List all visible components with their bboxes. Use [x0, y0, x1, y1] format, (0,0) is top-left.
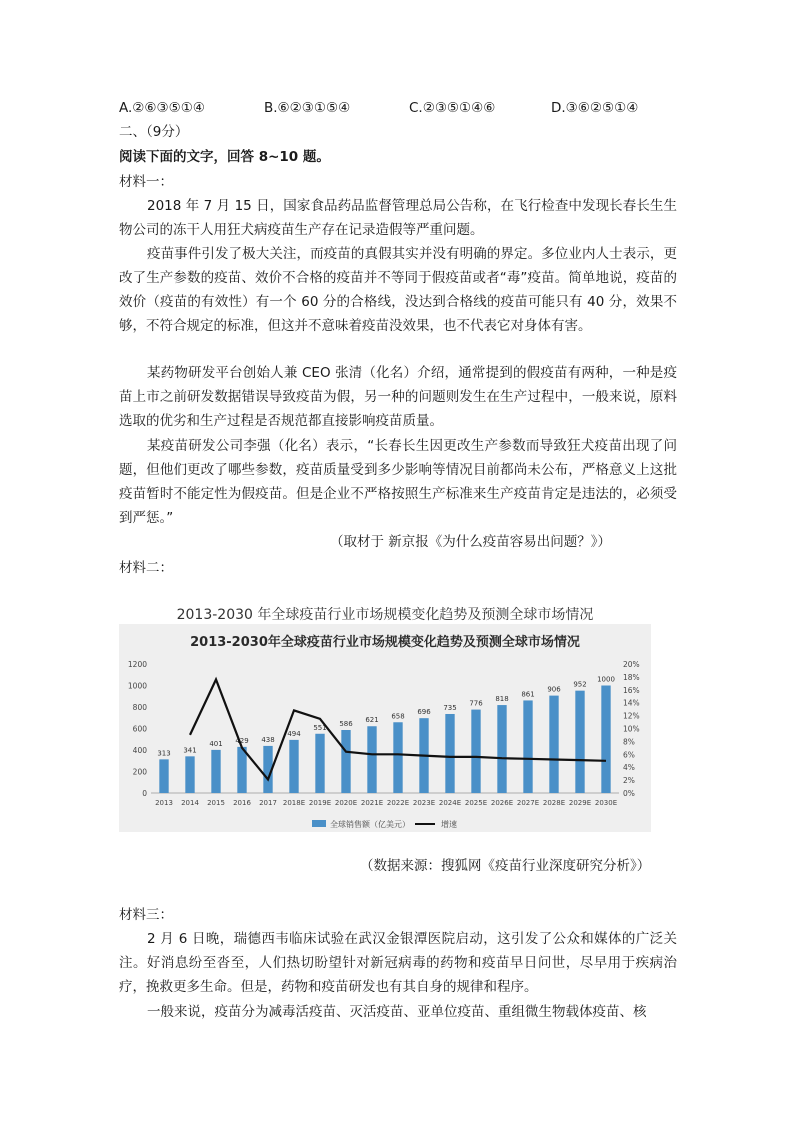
y-right-tick-label: 6%: [623, 750, 635, 760]
x-tick-label: 2027E: [516, 799, 540, 807]
bar: [289, 740, 298, 793]
material2-source: （数据来源：搜狐网《疫苗行业深度研究分析》）: [360, 858, 651, 874]
bar: [549, 696, 558, 793]
bar-value-label: 818: [495, 695, 509, 704]
bar: [445, 714, 454, 793]
bar-value-label: 621: [365, 716, 379, 725]
bar-value-label: 776: [469, 699, 483, 708]
x-tick-label: 2023E: [412, 799, 436, 807]
x-tick-label: 2026E: [490, 799, 514, 807]
bar: [185, 756, 194, 793]
bar-value-label: 313: [157, 749, 171, 758]
material1-paragraph-4: 某疫苗研发公司李强（化名）表示，“长春长生因更改生产参数而导致狂犬疫苗出现了问题，但他们更改了哪些参数，疫苗质量受到多少影响等情况目前都尚未公布，严格意义上这批疫苗暂时不能定性为假疫苗。但是企业不严格按照生产标准来生产疫苗肯定是违法的，必须受到严惩。”: [119, 438, 677, 526]
bar: [393, 722, 402, 793]
bar-value-label: 586: [339, 720, 353, 729]
option-b: B.⑥②③①⑤④: [264, 100, 351, 116]
bar-value-label: 658: [391, 712, 405, 721]
y-right-tick-label: 14%: [623, 698, 640, 708]
y-right-tick-label: 16%: [623, 685, 640, 695]
bar-value-label: 551: [313, 723, 327, 732]
material3-paragraph-2: 一般来说，疫苗分为减毒活疫苗、灭活疫苗、亚单位疫苗、重组微生物载体疫苗、核: [147, 1004, 647, 1020]
y-right-tick-label: 2%: [623, 776, 635, 786]
material1-source: （取材于 新京报《为什么疫苗容易出问题？》）: [330, 534, 612, 550]
x-tick-label: 2015: [207, 799, 225, 807]
bar-value-label: 341: [183, 746, 197, 755]
answer-options: [119, 100, 679, 120]
y-right-tick-label: 8%: [623, 737, 635, 747]
vaccine-market-chart: [119, 624, 651, 832]
y-left-tick-label: 200: [132, 767, 147, 777]
bar-value-label: 952: [573, 680, 587, 689]
bar-value-label: 401: [209, 739, 223, 748]
y-left-tick-label: 1200: [127, 660, 147, 669]
material3-label: 材料三：: [119, 907, 173, 923]
bar: [211, 750, 220, 793]
material1-paragraph-3: 某药物研发平台创始人兼 CEO 张清（化名）介绍，通常提到的假疫苗有两种，一种是疫苗上市之前研发数据错误导致疫苗为假，另一种的问题则发生在生产过程中，一般来说，原料选取的优劣和生产过程是否规范都直接影响疫苗质量。: [119, 365, 677, 429]
legend-label-sales: 全球销售额（亿美元）: [330, 820, 410, 829]
material3-paragraph-1: 2 月 6 日晚，瑞德西韦临床试验在武汉金银潭医院启动，这引发了公众和媒体的广泛关注。好消息纷至沓至，人们热切盼望针对新冠病毒的药物和疫苗早日问世，尽早用于疾病治疗，挽救更多生命。但是，药物和疫苗研发也有其自身的规律和程序。: [119, 931, 677, 995]
y-right-tick-label: 20%: [623, 660, 640, 669]
bar-value-label: 861: [521, 690, 535, 699]
bar-value-label: 735: [443, 703, 457, 712]
bar-value-label: 438: [261, 735, 275, 744]
chart-legend: [312, 819, 457, 829]
y-right-tick-label: 18%: [623, 672, 640, 682]
y-left-tick-label: 1000: [127, 681, 147, 691]
y-left-tick-label: 800: [132, 703, 147, 712]
y-right-tick-label: 0%: [623, 789, 635, 798]
bar: [237, 747, 246, 793]
y-left-tick-label: 600: [132, 724, 147, 734]
material1-paragraph-1: 2018 年 7 月 15 日，国家食品药品监督管理总局公告称，在飞行检查中发现长春长生生物公司的冻干人用狂犬病疫苗生产存在记录造假等严重问题。: [119, 198, 677, 238]
bar-value-label: 429: [235, 736, 249, 745]
chart-title: 2013-2030年全球疫苗行业市场规模变化趋势及预测全球市场情况: [190, 635, 580, 650]
x-tick-label: 2016: [233, 799, 251, 807]
bar: [601, 686, 610, 794]
material1-label: 材料一：: [119, 174, 173, 190]
x-tick-label: 2029E: [568, 799, 592, 807]
x-tick-label: 2013: [155, 799, 173, 807]
y-right-tick-label: 10%: [623, 724, 640, 734]
x-tick-label: 2028E: [542, 799, 566, 807]
bar-value-label: 906: [547, 685, 561, 694]
bar: [523, 700, 532, 793]
option-a: A.②⑥③⑤①④: [119, 100, 205, 116]
y-left-tick-label: 400: [132, 746, 147, 755]
x-tick-label: 2018E: [282, 799, 306, 807]
chart-caption: 2013-2030 年全球疫苗行业市场规模变化趋势及预测全球市场情况: [176, 607, 594, 623]
section-instruction: 阅读下面的文字，回答 8~10 题。: [119, 149, 330, 165]
y-right-tick-label: 4%: [623, 763, 635, 773]
x-tick-label: 2022E: [386, 799, 410, 807]
x-tick-label: 2030E: [594, 799, 618, 807]
legend-swatch-sales: [312, 820, 326, 827]
x-tick-label: 2017: [259, 799, 277, 807]
bar: [315, 734, 324, 793]
y-right-tick-label: 12%: [623, 711, 640, 721]
material2-label: 材料二：: [119, 560, 173, 576]
bar: [341, 730, 350, 793]
chart-svg: [119, 624, 651, 832]
bar-value-label: 696: [417, 708, 431, 717]
x-tick-label: 2019E: [308, 799, 332, 807]
x-tick-label: 2024E: [438, 799, 462, 807]
bar: [159, 759, 168, 793]
section-heading: 二、（9分）: [119, 124, 189, 140]
option-d: D.③⑥②⑤①④: [551, 100, 639, 116]
x-tick-label: 2020E: [334, 799, 358, 807]
y-left-tick-label: 0: [142, 789, 147, 798]
x-tick-label: 2021E: [360, 799, 384, 807]
x-tick-label: 2025E: [464, 799, 488, 807]
bar-value-label: 494: [287, 729, 301, 738]
bar: [367, 726, 376, 793]
material1-paragraph-2: 疫苗事件引发了极大关注，而疫苗的真假其实并没有明确的界定。多位业内人士表示，更改了生产参数的疫苗、效价不合格的疫苗并不等同于假疫苗或者“毒”疫苗。简单地说，疫苗的效价（疫苗的有效性）有一个 60 分的合格线，没达到合格线的疫苗可能只有 40 分，效果不够，不符合规定的标准，但这并不意味着疫苗没效果，也不代表它对身体有害。: [119, 246, 677, 334]
bar: [471, 710, 480, 793]
option-c: C.②③⑤①④⑥: [409, 100, 496, 116]
bar: [575, 691, 584, 793]
bar-value-label: 1000: [597, 675, 615, 684]
x-tick-label: 2014: [181, 799, 199, 807]
legend-label-growth: 增速: [441, 820, 457, 829]
bar: [497, 705, 506, 793]
